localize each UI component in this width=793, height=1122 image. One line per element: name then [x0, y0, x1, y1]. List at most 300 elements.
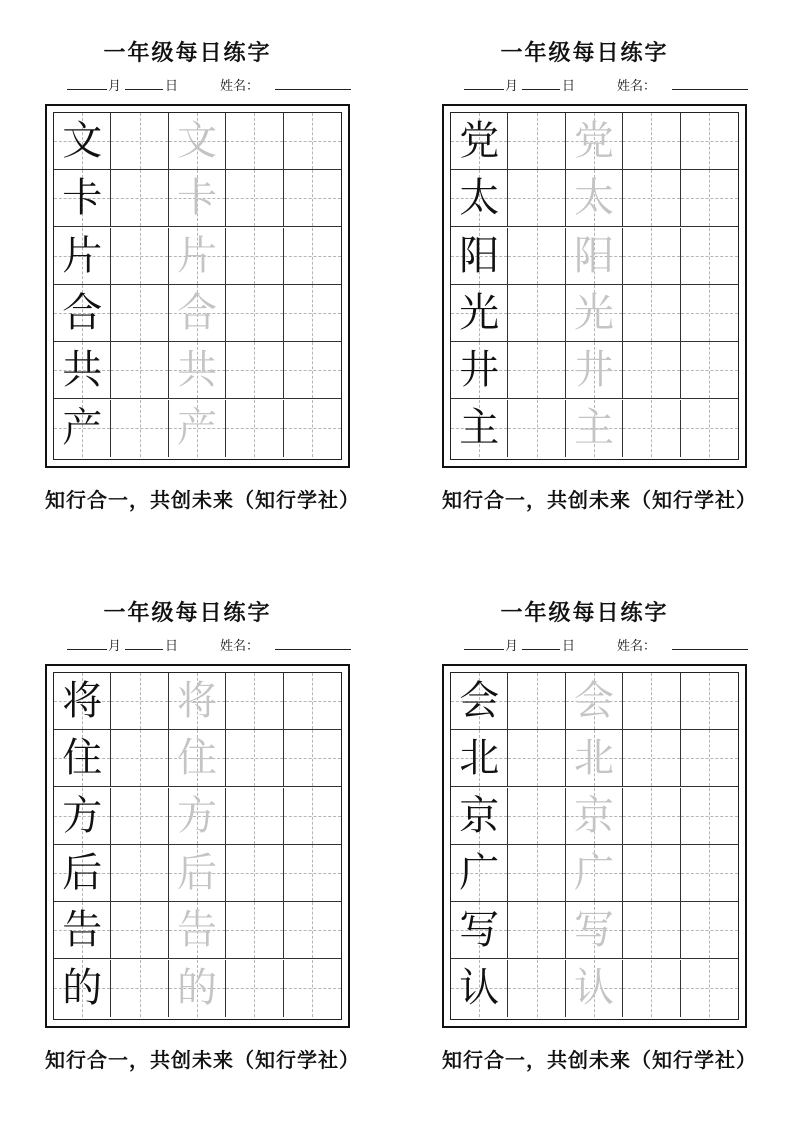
grid-cell[interactable]: [169, 788, 226, 845]
grid-cell[interactable]: [111, 285, 168, 342]
guide-line-horizontal: [284, 930, 341, 931]
grid-cell[interactable]: [451, 228, 508, 285]
guide-line-horizontal: [226, 198, 282, 199]
grid-cell[interactable]: [284, 285, 341, 342]
guide-line-horizontal: [226, 256, 282, 257]
name-label: 姓名：: [617, 79, 657, 94]
model-character: 太: [459, 175, 500, 222]
model-character: 方: [62, 792, 103, 839]
guide-line-horizontal: [508, 198, 564, 199]
model-character: 共: [62, 347, 103, 394]
grid-cell[interactable]: [508, 673, 565, 730]
model-character: 文: [62, 118, 103, 164]
grid-cell[interactable]: [54, 673, 111, 730]
trace-character: 片: [176, 232, 217, 279]
grid-cell[interactable]: [226, 228, 283, 285]
grid-row: [54, 902, 341, 959]
sheet-title: 一年级每日练字: [103, 601, 272, 626]
grid-cell[interactable]: [54, 960, 111, 1017]
sheet-title: 一年级每日练字: [500, 41, 669, 66]
guide-line-horizontal: [681, 758, 738, 759]
guide-line-horizontal: [623, 930, 679, 931]
guide-line-horizontal: [284, 873, 341, 874]
guide-line-horizontal: [111, 370, 167, 371]
grid-cell[interactable]: [451, 113, 508, 170]
month-label: 月: [108, 79, 122, 94]
trace-character: 文: [176, 118, 217, 164]
guide-line-horizontal: [681, 988, 738, 989]
model-character: 的: [62, 965, 103, 1011]
grid-cell[interactable]: [681, 400, 738, 457]
guide-line-horizontal: [623, 428, 679, 429]
day-blank[interactable]: [125, 89, 163, 90]
grid-cell[interactable]: [451, 788, 508, 845]
grid-cell[interactable]: [284, 845, 341, 902]
grid-row: [54, 342, 341, 399]
guide-line-horizontal: [284, 370, 341, 371]
trace-character: 告: [176, 907, 217, 954]
grid-cell[interactable]: [226, 960, 283, 1017]
model-character: 后: [62, 849, 103, 896]
date-name-line: [462, 633, 752, 653]
guide-line-horizontal: [111, 313, 167, 314]
name-blank[interactable]: [672, 89, 748, 90]
trace-character: 认: [573, 965, 614, 1011]
grid-row: [451, 285, 738, 342]
trace-character: 产: [176, 405, 217, 451]
model-character: 将: [62, 678, 103, 724]
model-character: 告: [62, 907, 103, 954]
guide-line-horizontal: [623, 701, 679, 702]
grid-cell[interactable]: [681, 170, 738, 227]
guide-line-horizontal: [284, 701, 341, 702]
grid-cell[interactable]: [681, 673, 738, 730]
grid-cell[interactable]: [169, 285, 226, 342]
grid-cell[interactable]: [284, 400, 341, 457]
day-label: 日: [562, 639, 576, 654]
grid-cell[interactable]: [623, 902, 680, 959]
grid-row: [451, 730, 738, 787]
model-character: 党: [459, 118, 500, 164]
grid-cell[interactable]: [111, 902, 168, 959]
grid-cell[interactable]: [566, 113, 623, 170]
trace-character: 井: [573, 347, 614, 394]
guide-line-horizontal: [623, 198, 679, 199]
grid-cell[interactable]: [111, 673, 168, 730]
guide-line-horizontal: [681, 141, 738, 142]
grid-cell[interactable]: [623, 845, 680, 902]
guide-line-horizontal: [623, 313, 679, 314]
grid-cell[interactable]: [226, 673, 283, 730]
writing-grid: [442, 104, 747, 468]
date-name-line: [65, 73, 355, 93]
practice-sheet: [45, 0, 360, 560]
trace-character: 卡: [176, 175, 217, 222]
trace-character: 太: [573, 175, 614, 222]
grid-cell[interactable]: [169, 730, 226, 787]
grid-cell[interactable]: [508, 285, 565, 342]
guide-line-horizontal: [226, 370, 282, 371]
motto: 知行合一，共创未来（知行学社）: [442, 1048, 757, 1072]
writing-grid: [45, 104, 350, 468]
guide-line-horizontal: [623, 873, 679, 874]
grid-cell[interactable]: [623, 960, 680, 1017]
grid-cell[interactable]: [284, 902, 341, 959]
grid-cell[interactable]: [623, 113, 680, 170]
grid-cell[interactable]: [566, 902, 623, 959]
grid-cell[interactable]: [508, 845, 565, 902]
grid-cell[interactable]: [54, 285, 111, 342]
model-character: 京: [459, 792, 500, 839]
name-label: 姓名：: [220, 639, 260, 654]
grid-cell[interactable]: [681, 285, 738, 342]
grid-cell[interactable]: [111, 228, 168, 285]
grid-cell[interactable]: [451, 400, 508, 457]
guide-line-horizontal: [681, 930, 738, 931]
guide-line-horizontal: [623, 370, 679, 371]
grid-cell[interactable]: [111, 788, 168, 845]
grid-cell[interactable]: [169, 170, 226, 227]
grid-cell[interactable]: [169, 342, 226, 399]
grid-cell[interactable]: [54, 228, 111, 285]
trace-character: 阳: [573, 232, 614, 279]
guide-line-horizontal: [284, 816, 341, 817]
date-name-line: [65, 633, 355, 653]
month-blank[interactable]: [67, 89, 107, 90]
grid-row: [451, 170, 738, 227]
motto: 知行合一，共创未来（知行学社）: [442, 488, 757, 512]
model-character: 卡: [62, 175, 103, 222]
grid-cell[interactable]: [226, 170, 283, 227]
guide-line-horizontal: [508, 141, 564, 142]
grid-cell[interactable]: [508, 170, 565, 227]
writing-grid: [45, 664, 350, 1028]
month-label: 月: [505, 639, 519, 654]
grid-cell[interactable]: [284, 730, 341, 787]
day-label: 日: [165, 639, 179, 654]
grid-cell[interactable]: [54, 730, 111, 787]
sheet-title: 一年级每日练字: [103, 41, 272, 66]
day-label: 日: [165, 79, 179, 94]
guide-line-horizontal: [111, 873, 167, 874]
grid-cell[interactable]: [508, 400, 565, 457]
grid-cell[interactable]: [451, 170, 508, 227]
trace-character: 写: [573, 907, 614, 954]
trace-character: 将: [176, 678, 217, 724]
grid-cell[interactable]: [111, 730, 168, 787]
grid-cell[interactable]: [111, 342, 168, 399]
guide-line-horizontal: [111, 428, 167, 429]
grid-cell[interactable]: [284, 170, 341, 227]
grid-cell[interactable]: [226, 342, 283, 399]
grid-cell[interactable]: [284, 113, 341, 170]
date-name-line: [462, 73, 752, 93]
grid-cell[interactable]: [451, 342, 508, 399]
grid-row: [54, 285, 341, 342]
guide-line-horizontal: [284, 256, 341, 257]
day-label: 日: [562, 79, 576, 94]
guide-line-horizontal: [681, 701, 738, 702]
grid-cell[interactable]: [451, 673, 508, 730]
model-character: 井: [459, 347, 500, 394]
name-label: 姓名：: [617, 639, 657, 654]
trace-character: 后: [176, 849, 217, 896]
grid-cell[interactable]: [508, 342, 565, 399]
grid-row: [54, 113, 341, 170]
grid-row: [54, 730, 341, 787]
guide-line-horizontal: [508, 256, 564, 257]
grid-row: [451, 788, 738, 845]
guide-line-horizontal: [681, 370, 738, 371]
grid-cell[interactable]: [226, 113, 283, 170]
trace-character: 共: [176, 347, 217, 394]
guide-line-horizontal: [111, 256, 167, 257]
model-character: 光: [459, 289, 500, 336]
model-character: 认: [459, 965, 500, 1011]
grid-row: [54, 960, 341, 1017]
grid-cell[interactable]: [566, 400, 623, 457]
grid-cell[interactable]: [566, 730, 623, 787]
motto: 知行合一，共创未来（知行学社）: [45, 488, 360, 512]
grid-cell[interactable]: [169, 673, 226, 730]
guide-line-horizontal: [111, 816, 167, 817]
model-character: 主: [459, 405, 500, 451]
guide-line-horizontal: [226, 428, 282, 429]
grid-cell[interactable]: [451, 285, 508, 342]
grid-row: [54, 170, 341, 227]
grid-cell[interactable]: [681, 960, 738, 1017]
grid-row: [54, 228, 341, 285]
guide-line-horizontal: [508, 370, 564, 371]
grid-cell[interactable]: [681, 228, 738, 285]
grid-cell[interactable]: [111, 170, 168, 227]
grid-cell[interactable]: [623, 673, 680, 730]
grid-cell[interactable]: [226, 400, 283, 457]
practice-sheet: [442, 0, 757, 560]
grid-cell[interactable]: [451, 902, 508, 959]
guide-line-horizontal: [284, 428, 341, 429]
grid-cell[interactable]: [681, 730, 738, 787]
grid-cell[interactable]: [623, 285, 680, 342]
grid-cell[interactable]: [508, 113, 565, 170]
grid-cell[interactable]: [54, 170, 111, 227]
grid-cell[interactable]: [623, 730, 680, 787]
grid-cell[interactable]: [566, 673, 623, 730]
trace-character: 住: [176, 735, 217, 782]
name-blank[interactable]: [275, 89, 351, 90]
guide-line-horizontal: [226, 141, 282, 142]
model-character: 阳: [459, 232, 500, 279]
guide-line-horizontal: [681, 816, 738, 817]
grid-cell[interactable]: [111, 113, 168, 170]
grid-cell[interactable]: [681, 342, 738, 399]
grid-cell[interactable]: [508, 788, 565, 845]
grid-cell[interactable]: [508, 960, 565, 1017]
grid-cell[interactable]: [54, 902, 111, 959]
guide-line-horizontal: [623, 988, 679, 989]
grid-cell[interactable]: [169, 845, 226, 902]
grid-cell[interactable]: [54, 788, 111, 845]
trace-character: 京: [573, 792, 614, 839]
trace-character: 党: [573, 118, 614, 164]
guide-line-horizontal: [284, 198, 341, 199]
guide-line-horizontal: [508, 873, 564, 874]
name-blank[interactable]: [672, 649, 748, 650]
grid-cell[interactable]: [623, 170, 680, 227]
model-character: 产: [62, 405, 103, 451]
practice-sheet: [45, 560, 360, 1120]
guide-line-horizontal: [226, 701, 282, 702]
grid-cell[interactable]: [169, 113, 226, 170]
grid-cell[interactable]: [54, 342, 111, 399]
model-character: 合: [62, 289, 103, 336]
grid-row: [54, 788, 341, 845]
grid-cell[interactable]: [54, 400, 111, 457]
model-character: 住: [62, 735, 103, 782]
guide-line-horizontal: [111, 141, 167, 142]
guide-line-horizontal: [508, 701, 564, 702]
grid-row: [54, 845, 341, 902]
guide-line-horizontal: [111, 198, 167, 199]
grid-cell[interactable]: [284, 673, 341, 730]
grid-row: [451, 960, 738, 1017]
grid-cell[interactable]: [451, 730, 508, 787]
model-character: 会: [459, 678, 500, 724]
grid-cell[interactable]: [169, 400, 226, 457]
grid-row: [451, 673, 738, 730]
grid-cell[interactable]: [54, 845, 111, 902]
grid-row: [451, 400, 738, 457]
guide-line-horizontal: [681, 198, 738, 199]
trace-character: 北: [573, 735, 614, 782]
grid-row: [451, 342, 738, 399]
guide-line-horizontal: [681, 428, 738, 429]
name-blank[interactable]: [275, 649, 351, 650]
guide-line-horizontal: [226, 930, 282, 931]
grid-cell[interactable]: [623, 342, 680, 399]
grid-cell[interactable]: [451, 960, 508, 1017]
grid-cell[interactable]: [111, 400, 168, 457]
grid-row: [451, 902, 738, 959]
grid-cell[interactable]: [284, 228, 341, 285]
guide-line-horizontal: [681, 873, 738, 874]
grid-cell[interactable]: [451, 845, 508, 902]
guide-line-horizontal: [508, 758, 564, 759]
grid-cell[interactable]: [284, 960, 341, 1017]
month-blank[interactable]: [67, 649, 107, 650]
guide-line-horizontal: [284, 313, 341, 314]
model-character: 片: [62, 232, 103, 279]
grid-row: [54, 673, 341, 730]
month-label: 月: [108, 639, 122, 654]
grid-row: [54, 400, 341, 457]
name-label: 姓名：: [220, 79, 260, 94]
guide-line-horizontal: [111, 758, 167, 759]
practice-sheet: [442, 560, 757, 1120]
sheet-title: 一年级每日练字: [500, 601, 669, 626]
grid-row: [451, 845, 738, 902]
grid-cell[interactable]: [111, 845, 168, 902]
day-blank[interactable]: [522, 89, 560, 90]
grid-cell[interactable]: [54, 113, 111, 170]
month-blank[interactable]: [464, 89, 504, 90]
guide-line-horizontal: [226, 313, 282, 314]
motto: 知行合一，共创未来（知行学社）: [45, 1048, 360, 1072]
grid-cell[interactable]: [681, 902, 738, 959]
grid-cell[interactable]: [681, 788, 738, 845]
grid-cell[interactable]: [566, 285, 623, 342]
grid-cell[interactable]: [508, 902, 565, 959]
grid-row: [451, 228, 738, 285]
guide-line-horizontal: [111, 701, 167, 702]
model-character: 北: [459, 735, 500, 782]
guide-line-horizontal: [226, 758, 282, 759]
grid-cell[interactable]: [681, 113, 738, 170]
guide-line-horizontal: [226, 816, 282, 817]
grid-cell[interactable]: [566, 845, 623, 902]
grid-cell[interactable]: [111, 960, 168, 1017]
grid-cell[interactable]: [226, 285, 283, 342]
guide-line-horizontal: [623, 816, 679, 817]
guide-line-horizontal: [284, 141, 341, 142]
guide-line-horizontal: [111, 988, 167, 989]
guide-line-horizontal: [508, 988, 564, 989]
model-character: 写: [459, 907, 500, 954]
guide-line-horizontal: [623, 141, 679, 142]
grid-cell[interactable]: [566, 960, 623, 1017]
trace-character: 会: [573, 678, 614, 724]
grid-cell[interactable]: [508, 228, 565, 285]
grid-cell[interactable]: [169, 228, 226, 285]
guide-line-horizontal: [508, 428, 564, 429]
grid-cell[interactable]: [566, 342, 623, 399]
grid-cell[interactable]: [284, 788, 341, 845]
month-label: 月: [505, 79, 519, 94]
trace-character: 主: [573, 405, 614, 451]
trace-character: 合: [176, 289, 217, 336]
day-blank[interactable]: [125, 649, 163, 650]
grid-cell[interactable]: [226, 902, 283, 959]
grid-cell[interactable]: [566, 170, 623, 227]
trace-character: 方: [176, 792, 217, 839]
guide-line-horizontal: [681, 313, 738, 314]
grid-cell[interactable]: [623, 228, 680, 285]
day-blank[interactable]: [522, 649, 560, 650]
grid-cell[interactable]: [226, 845, 283, 902]
grid-cell[interactable]: [566, 228, 623, 285]
grid-cell[interactable]: [623, 400, 680, 457]
month-blank[interactable]: [464, 649, 504, 650]
guide-line-horizontal: [226, 988, 282, 989]
model-character: 广: [459, 849, 500, 896]
writing-grid: [442, 664, 747, 1028]
guide-line-horizontal: [226, 873, 282, 874]
guide-line-horizontal: [111, 930, 167, 931]
guide-line-horizontal: [623, 758, 679, 759]
grid-cell[interactable]: [566, 788, 623, 845]
grid-cell[interactable]: [681, 845, 738, 902]
grid-cell[interactable]: [226, 788, 283, 845]
grid-cell[interactable]: [508, 730, 565, 787]
grid-cell[interactable]: [169, 960, 226, 1017]
trace-character: 光: [573, 289, 614, 336]
grid-cell[interactable]: [169, 902, 226, 959]
trace-character: 的: [176, 965, 217, 1011]
grid-cell[interactable]: [623, 788, 680, 845]
grid-cell[interactable]: [226, 730, 283, 787]
grid-cell[interactable]: [284, 342, 341, 399]
guide-line-horizontal: [681, 256, 738, 257]
